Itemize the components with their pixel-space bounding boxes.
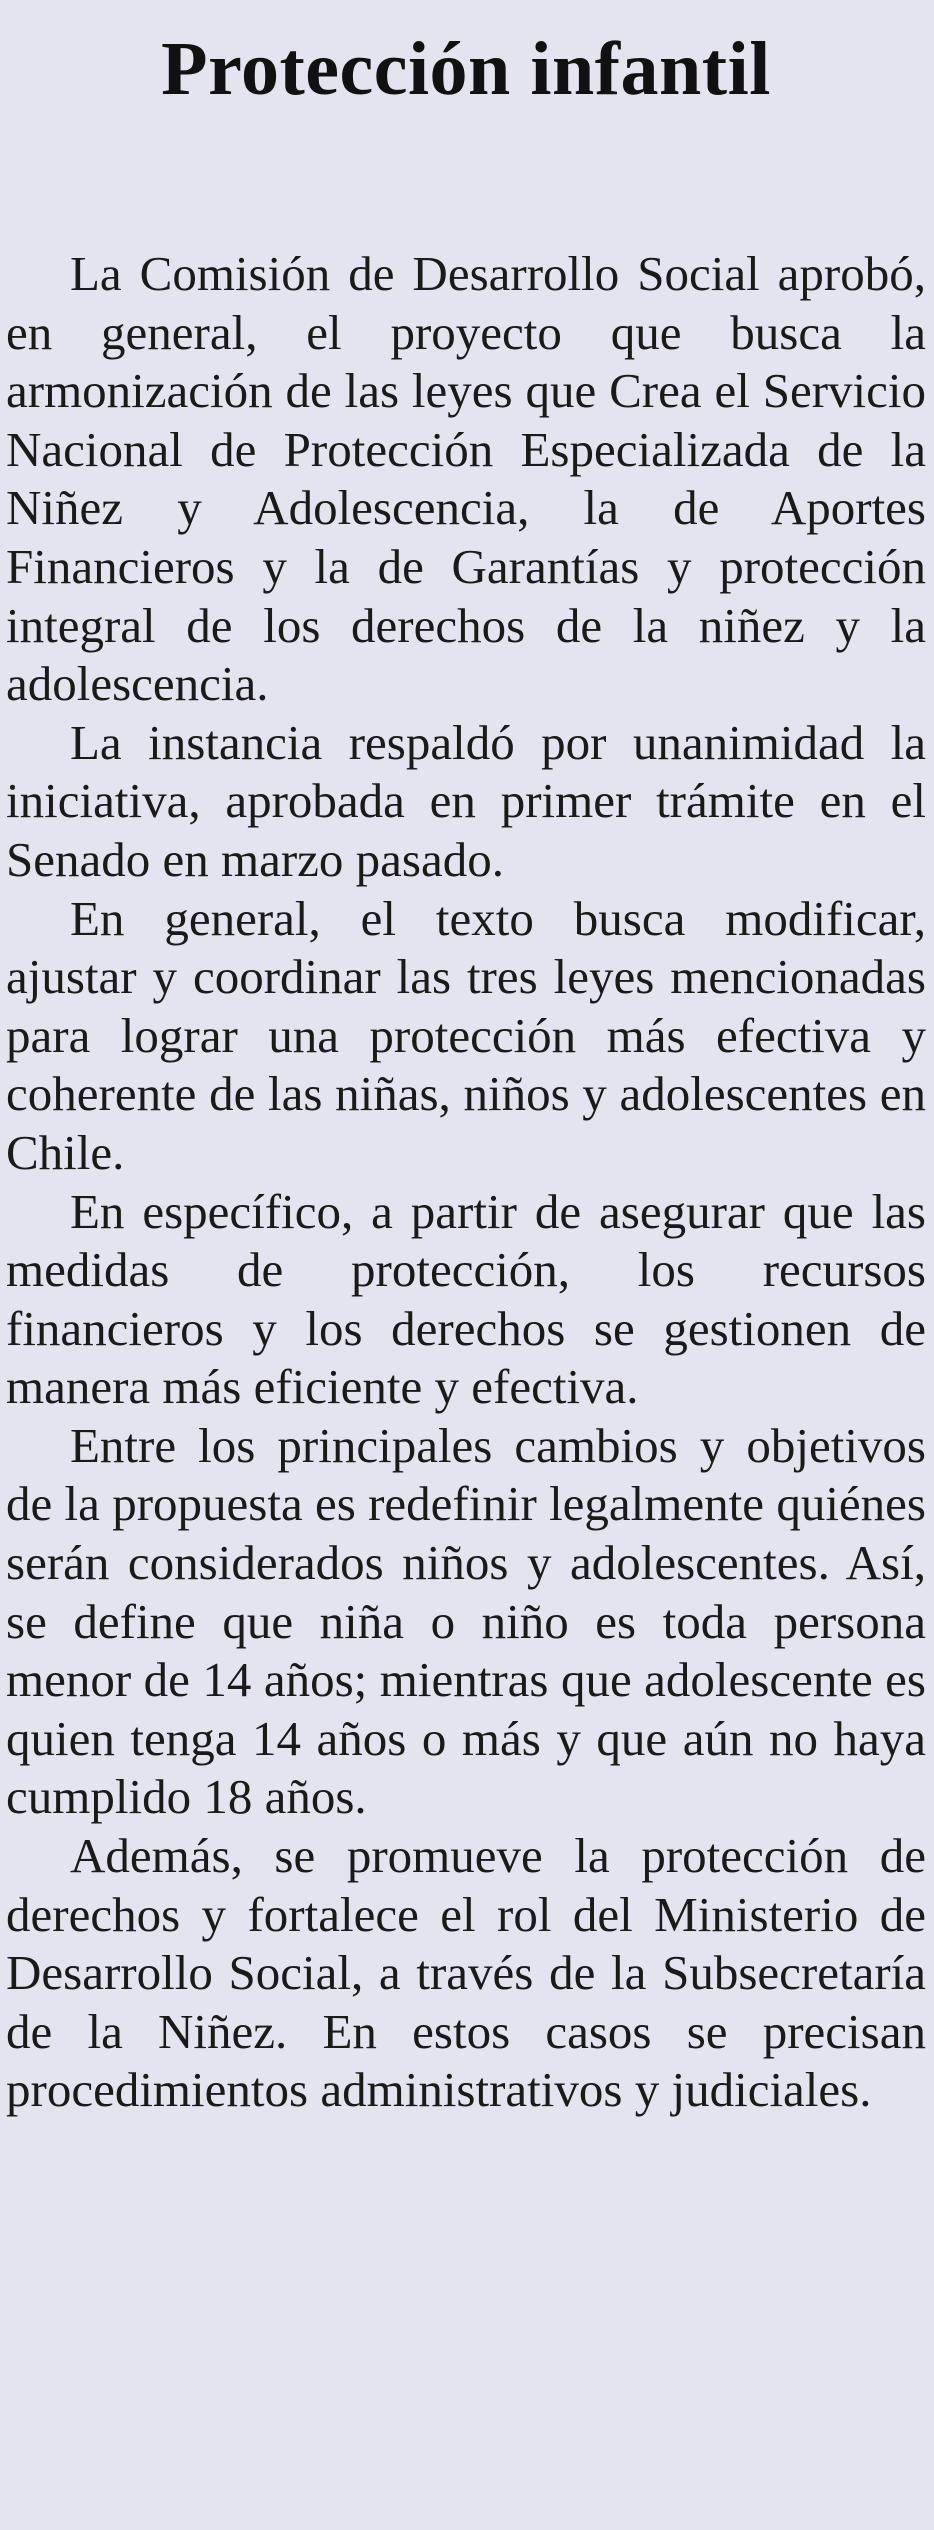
article-paragraph: Entre los principales cambios y objetivos de la propuesta es redefinir legalmente quiénes serán considerados niños y adolescentes. Así, se define que niña o niño es toda persona menor de 14 años; mientras que adolescente es quien tenga 14 años o más y que aún no haya cumplido 18 años. — [6, 1417, 926, 1825]
article-body — [6, 245, 926, 2120]
article-paragraph: La instancia respaldó por unanimidad la iniciativa, aprobada en primer trámite en el Senado en marzo pasado. — [6, 714, 926, 887]
article-paragraph: En específico, a partir de asegurar que las medidas de protección, los recursos financieros y los derechos se gestionen de manera más eficiente y efectiva. — [6, 1183, 926, 1415]
article-paragraph: La Comisión de Desarrollo Social aprobó, en general, el proyecto que busca la armonización de las leyes que Crea el Servicio Nacional de Protección Especializada de la Niñez y Adolescencia, la de Aportes Financieros y la de Garantías y protección integral de los derechos de la niñez y la adolescencia. — [6, 246, 926, 712]
article-paragraph: Además, se promueve la protección de derechos y fortalece el rol del Ministerio de Desarrollo Social, a través de la Subsecretaría de la Niñez. En estos casos se precisan procedimientos administrativos y judiciales. — [6, 1828, 926, 2118]
article-paragraph: En general, el texto busca modificar, ajustar y coordinar las tres leyes mencionadas para lograr una protección más efectiva y coherente de las niñas, niños y adolescentes en Chile. — [6, 890, 926, 1180]
article-title: Protección infantil — [161, 27, 771, 111]
